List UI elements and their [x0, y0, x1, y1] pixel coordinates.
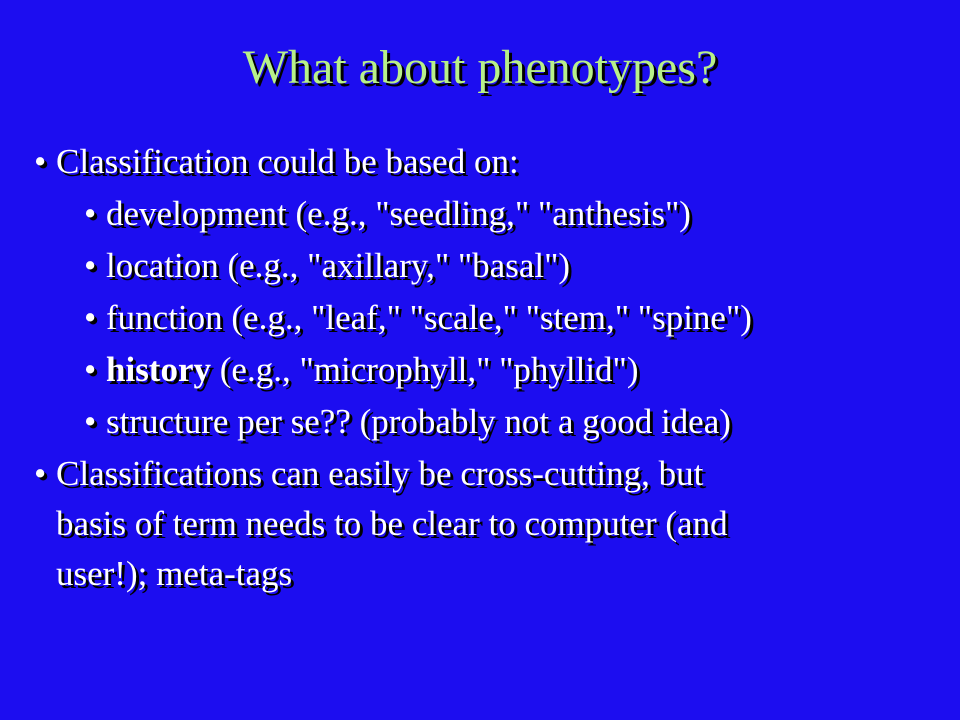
sub-bullet-text: function (e.g., "leaf," "scale," "stem," "spine"): [106, 298, 752, 337]
bullet-icon: •: [84, 350, 97, 389]
sub-bullet-text: location (e.g., "axillary," "basal"): [106, 246, 571, 285]
bullet-item: [34, 140, 519, 184]
bullet-text: basis of term needs to be clear to computer (and: [56, 504, 728, 543]
bullet-icon: •: [84, 402, 97, 441]
bullet-text: Classification could be based on:: [56, 142, 519, 181]
sub-bullet-item: [84, 192, 691, 236]
bullet-continuation: [56, 552, 292, 596]
sub-bullet-text: structure per se?? (probably not a good idea): [106, 402, 731, 441]
bullet-icon: •: [34, 142, 47, 181]
bullet-icon: •: [34, 454, 47, 493]
bullet-text: Classifications can easily be cross-cutting, but: [56, 454, 704, 493]
sub-bullet-item: [84, 244, 570, 288]
sub-bullet-item: [84, 400, 731, 444]
sub-bullet-item: [84, 296, 752, 340]
bullet-icon: •: [84, 298, 97, 337]
sub-bullet-text: (e.g., "microphyll," "phyllid"): [211, 350, 639, 389]
bullet-icon: •: [84, 246, 97, 285]
emphasis-term: history: [106, 350, 211, 389]
sub-bullet-text: development (e.g., "seedling," "anthesis"): [106, 194, 691, 233]
bullet-item: [34, 452, 703, 496]
slide-title: What about phenotypes?: [242, 41, 718, 94]
bullet-icon: •: [84, 194, 97, 233]
bullet-text: user!); meta-tags: [56, 554, 293, 593]
sub-bullet-item: [84, 348, 639, 392]
bullet-continuation: [56, 502, 728, 546]
